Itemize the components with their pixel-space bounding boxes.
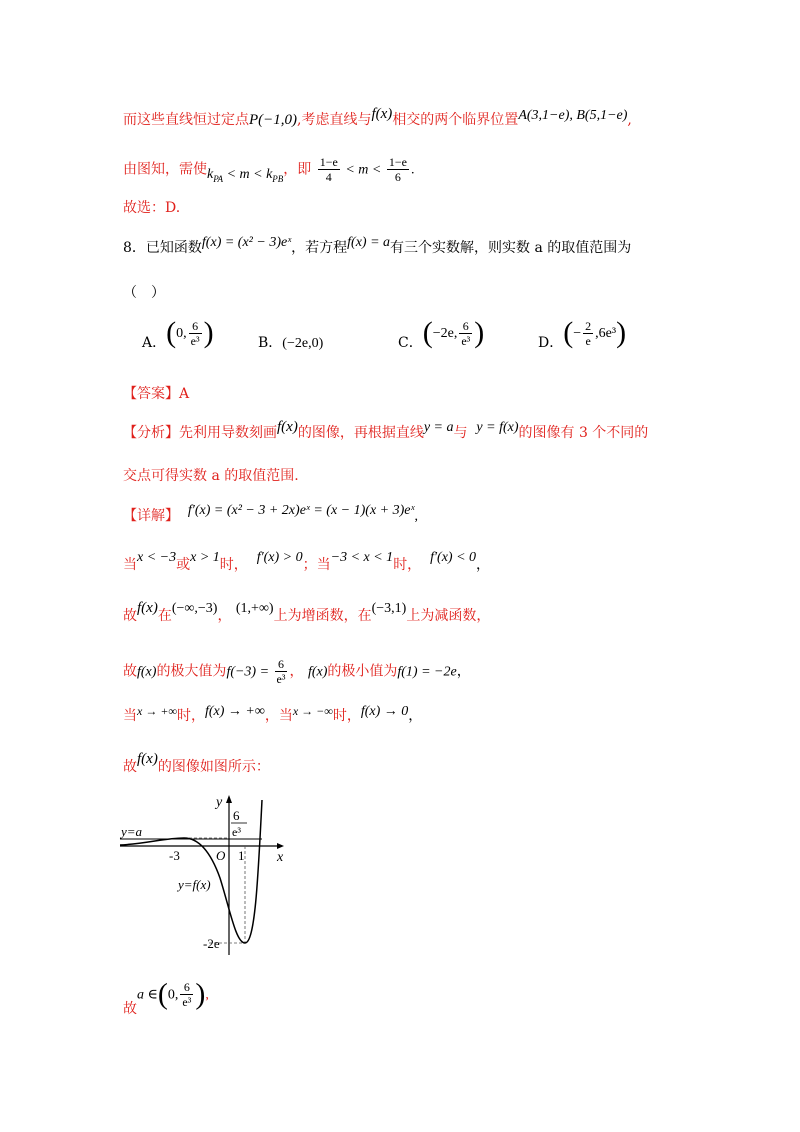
text: 而这些直线恒过定点: [123, 112, 249, 128]
numerator: 2: [585, 318, 592, 333]
paren: (: [563, 316, 574, 349]
analysis-line-1: [123, 419, 649, 444]
text: 时，: [332, 708, 361, 724]
numerator: 1−e: [388, 155, 407, 169]
math-fx: f(x): [277, 419, 298, 435]
monotonicity-line: [123, 600, 491, 627]
text: ,考虑直线与: [297, 112, 372, 128]
option-d: [538, 316, 626, 350]
math: x → +∞: [137, 704, 177, 718]
detail-line: [123, 503, 418, 527]
curve-fx: [120, 800, 262, 943]
solution-line-fixed-point: [123, 106, 632, 131]
paren: ): [203, 316, 214, 349]
numerator: 1−e: [319, 155, 338, 169]
denominator: 6: [394, 170, 401, 184]
text: 故: [123, 608, 137, 624]
label-ya: y=a: [121, 824, 143, 839]
label-y: y: [216, 795, 223, 810]
option-a: [142, 316, 214, 350]
math: −3 < x < 1: [330, 550, 394, 565]
math-ya: y = a: [423, 420, 454, 435]
denominator: e³: [182, 995, 192, 1009]
text: 交点可得实数 a 的取值范围.: [123, 468, 299, 484]
math-fx: f(x): [137, 751, 158, 767]
text: ,: [205, 987, 209, 1003]
text: 故: [123, 663, 137, 680]
paren: (: [157, 977, 168, 1011]
label-x: x: [277, 850, 284, 865]
solution-line-slope-range: [123, 155, 414, 184]
text: 的图像如图所示：: [157, 759, 270, 775]
text: ，若方程: [291, 240, 348, 256]
math: f(−3) =: [226, 664, 273, 680]
math: f′(x) > 0: [256, 550, 303, 565]
paren: ): [195, 977, 206, 1011]
analysis-line-2: [123, 466, 299, 486]
denominator: e³: [461, 333, 471, 348]
fraction: [318, 155, 340, 184]
math-interval: (1,+∞): [235, 601, 274, 616]
option-c: [398, 316, 484, 350]
math-interval: (−3,1): [371, 601, 407, 616]
point-p: P(−1,0): [249, 112, 298, 128]
text: ,: [627, 112, 632, 128]
text: ,: [414, 509, 418, 524]
text: ，即: [283, 161, 312, 178]
numerator: 6: [189, 319, 202, 334]
label-frac-num: 6: [233, 808, 240, 823]
math-fx: f(x): [137, 600, 158, 616]
text: 由图知，需使: [123, 161, 207, 178]
numerator: 6: [459, 319, 472, 334]
answer: 【答案】A: [123, 386, 190, 402]
numerator: 6: [275, 657, 288, 672]
denominator: e³: [190, 333, 200, 348]
answer-line: [123, 384, 189, 404]
denominator: e³: [276, 672, 286, 686]
text: 时，: [176, 708, 205, 724]
math-equation: f(x) = a: [347, 235, 391, 250]
math: −2e,: [432, 326, 458, 341]
denominator: e: [585, 333, 591, 348]
text: ，: [476, 558, 491, 573]
text: 当: [123, 708, 137, 724]
fraction: [189, 319, 202, 348]
math: 0,: [167, 987, 179, 1003]
text: ，: [289, 663, 304, 680]
text: 时，: [219, 557, 248, 573]
label-min: -2e: [203, 936, 220, 951]
option-label: A．: [142, 335, 167, 351]
fraction: [583, 319, 593, 348]
text: 的图像有 3 个不同的: [518, 425, 649, 441]
option-b: [258, 332, 323, 352]
text: 上为减函数，: [406, 608, 491, 624]
label-neg3: -3: [169, 848, 180, 863]
sign-analysis-line: [123, 550, 491, 576]
math-derivative: f′(x) = (x² − 3 + 2x)eˣ = (x − 1)(x + 3)eˣ: [187, 503, 415, 518]
option-label: B．: [258, 335, 283, 351]
denominator: 4: [325, 170, 332, 184]
sub-pb: PB: [272, 173, 284, 184]
text: 故: [123, 1000, 137, 1017]
paren: ): [474, 316, 485, 349]
math: (−2e,0): [282, 336, 324, 351]
math: −: [573, 326, 582, 341]
paren: (: [422, 316, 433, 349]
text: 上为增函数，在: [273, 608, 372, 624]
function-graph: [115, 785, 295, 960]
analysis-tag: 【分析】: [123, 425, 179, 441]
text: 有三个实数解，则实数 a 的取值范围为: [390, 240, 632, 256]
graph-intro-line: [123, 751, 270, 777]
math-fx: f(x): [307, 664, 328, 680]
math-ineq: < m <: [341, 162, 385, 178]
text: 相交的两个临界位置: [392, 112, 519, 128]
x-axis-arrow-icon: [277, 843, 284, 849]
option-label: C．: [398, 335, 423, 351]
label-frac-den: e³: [232, 825, 241, 839]
math: x > 1: [190, 550, 220, 565]
math-fx: f(x): [137, 664, 157, 680]
text: 故: [123, 759, 137, 775]
answer-choice-line: [123, 198, 180, 218]
math-yfx: y = f(x): [476, 420, 519, 435]
math: f(x) → +∞: [204, 704, 265, 719]
math-fx: f(x): [371, 106, 393, 122]
detail-tag: 【详解】: [123, 508, 179, 524]
paren: (: [166, 316, 177, 349]
text: ，: [217, 608, 232, 624]
text: 的极大值为: [156, 663, 227, 680]
math: 0,: [176, 326, 187, 341]
fraction: [275, 657, 288, 686]
math-ineq: < m < k: [223, 166, 273, 182]
text: 的极小值为: [327, 663, 398, 680]
text: 与: [453, 425, 468, 441]
math: f(x) → 0: [360, 704, 409, 719]
numerator: 6: [180, 980, 193, 995]
final-line: [123, 977, 209, 1017]
text: 时，: [393, 557, 422, 573]
fraction: [459, 319, 472, 348]
math: ,6e³: [595, 326, 617, 341]
question-8-stem: [123, 235, 632, 259]
text: （ ）: [123, 285, 165, 301]
math-k: k: [207, 166, 214, 182]
text: ，: [456, 664, 471, 680]
option-label: D．: [538, 335, 564, 351]
fraction: [387, 155, 409, 184]
text: 故选：D.: [123, 200, 181, 216]
math: x < −3: [137, 550, 177, 565]
text: 先利用导数刻画: [179, 425, 277, 441]
math-interval: (−∞,−3): [171, 601, 218, 616]
question-number: 8．已知函数: [123, 240, 202, 256]
text: 当: [123, 557, 137, 573]
text: .: [410, 162, 415, 178]
fraction: [180, 980, 193, 1009]
label-origin: O: [216, 848, 226, 863]
math: a ∈: [137, 987, 158, 1003]
math: f(1) = −2e: [397, 664, 457, 680]
math: x → −∞: [292, 704, 333, 718]
text: ；当: [302, 557, 331, 573]
paren: ): [616, 316, 627, 349]
text: 或: [176, 557, 191, 573]
y-axis-arrow-icon: [226, 795, 232, 803]
sub-pa: PA: [213, 173, 224, 184]
text: 的图像，再根据直线: [297, 425, 424, 441]
label-yfx: y=f(x): [178, 877, 211, 892]
math: f′(x) < 0: [430, 550, 477, 565]
label-one: 1: [238, 848, 245, 863]
math-function: f(x) = (x² − 3)eˣ: [201, 235, 292, 250]
extrema-line: [123, 657, 471, 686]
text: 在: [157, 608, 172, 624]
limits-line: [123, 706, 422, 727]
text: ，: [408, 709, 423, 724]
points-ab: A(3,1−e), B(5,1−e): [518, 108, 628, 123]
text: ，当: [264, 708, 293, 724]
question-8-paren: [123, 283, 165, 303]
